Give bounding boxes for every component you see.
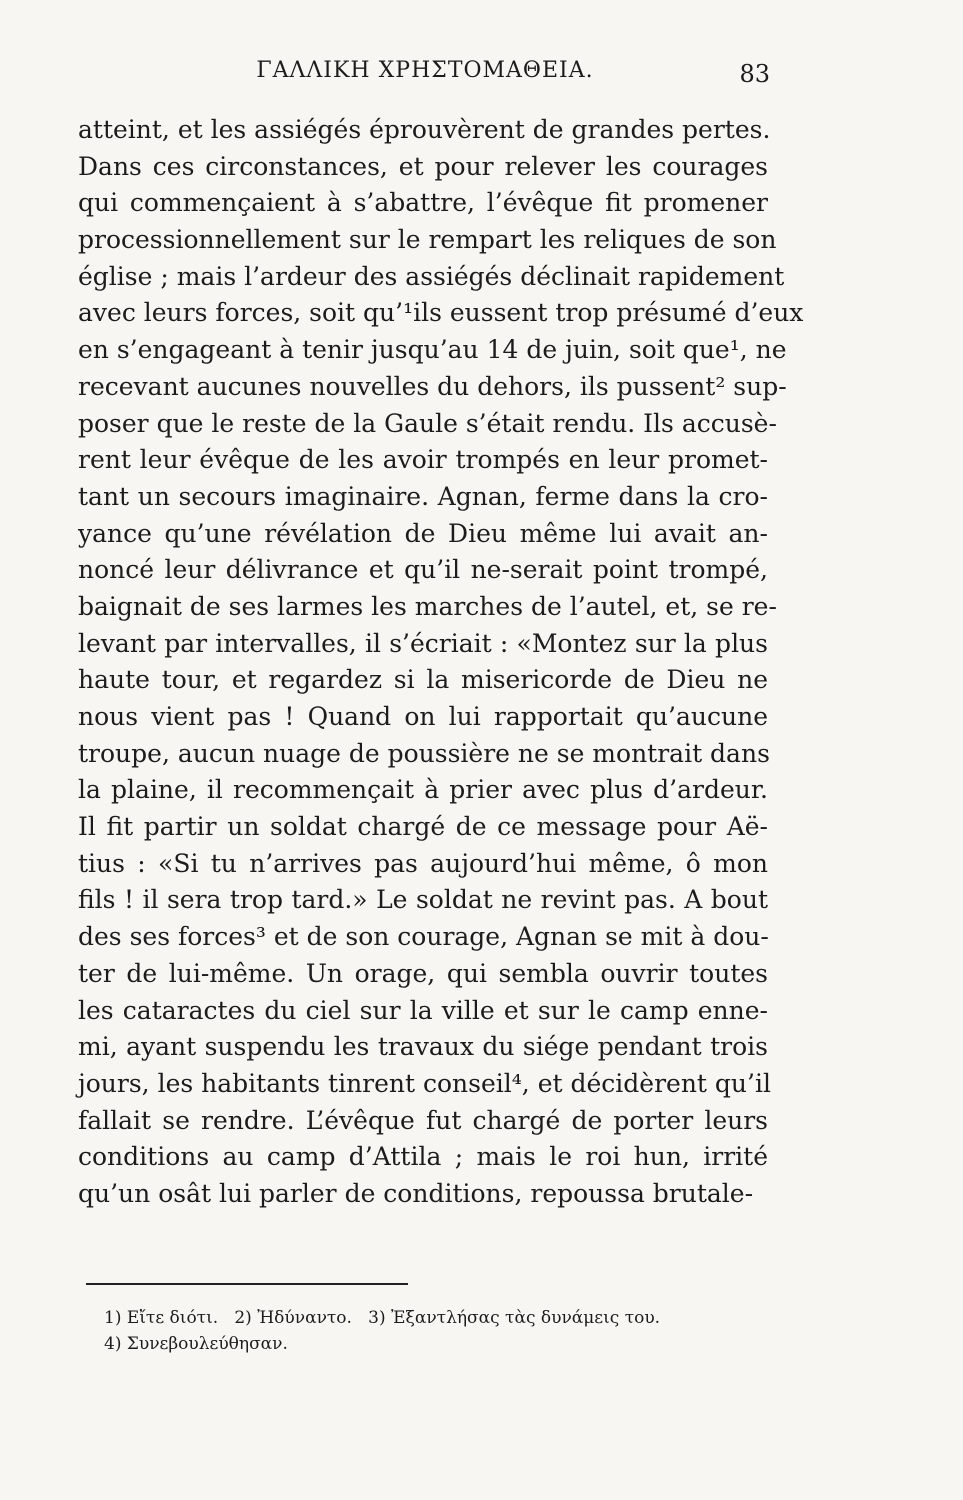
footnote-line: 1) Εἴτε διότι. 2) Ἠδύναντο. 3) Ἐξαντλήσας τὰς δυνάμεις του.: [104, 1308, 661, 1328]
footnote-line: 4) Συνεβουλεύθησαν.: [104, 1334, 288, 1354]
text-line: avec leurs forces, soit qu’¹ils eussent trop présumé d’eux: [78, 298, 804, 328]
text-line: qui commençaient à s’abattre, l’évêque fit promener: [78, 188, 768, 218]
text-line: noncé leur délivrance et qu’il ne-serait point trompé,: [78, 555, 768, 585]
text-line: les cataractes du ciel sur la ville et sur le camp enne-: [78, 995, 768, 1025]
text-line: qu’un osât lui parler de conditions, repoussa brutale-: [78, 1178, 754, 1208]
text-line: processionnellement sur le rempart les reliques de son: [78, 225, 777, 255]
page-number: 83: [739, 60, 770, 88]
text-line: mi, ayant suspendu les travaux du siége pendant trois: [78, 1032, 768, 1062]
text-line: nous vient pas ! Quand on lui rapportait qu’aucune: [78, 702, 768, 731]
text-line: jours, les habitants tinrent conseil⁴, et décidèrent qu’il: [78, 1068, 771, 1098]
text-line: rent leur évêque de les avoir trompés en leur promet-: [78, 445, 768, 475]
text-line: église ; mais l’ardeur des assiégés déclinait rapidement: [78, 261, 785, 291]
running-title: ΓΑΛΛΙΚΗ ΧΡΗΣΤΟΜΑΘΕΙΑ.: [256, 58, 594, 83]
text-line: levant par intervalles, il s’écriait : «Montez sur la plus: [78, 628, 768, 658]
text-line: conditions au camp d’Attila ; mais le roi hun, irrité: [78, 1142, 768, 1172]
text-line: ter de lui-même. Un orage, qui sembla ouvrir toutes: [78, 958, 768, 988]
footnotes: [104, 1305, 744, 1357]
text-line: yance qu’une révélation de Dieu même lui avait an-: [78, 518, 768, 548]
text-line: baignait de ses larmes les marches de l’autel, et, se re-: [78, 591, 777, 621]
body-text: [78, 112, 804, 1213]
text-line: Il fit partir un soldat chargé de ce message pour Aë-: [78, 812, 768, 842]
text-line: atteint, et les assiégés éprouvèrent de grandes pertes.: [78, 115, 771, 144]
text-line: tius : «Si tu n’arrives pas aujourd’hui même, ô mon: [78, 848, 768, 878]
text-line: tant un secours imaginaire. Agnan, ferme dans la cro-: [78, 481, 768, 511]
text-line: la plaine, il recommençait à prier avec plus d’ardeur.: [78, 775, 768, 805]
text-line: haute tour, et regardez si la misericorde de Dieu ne: [78, 665, 768, 695]
text-line: fallait se rendre. L’évêque fut chargé de porter leurs: [78, 1105, 768, 1135]
text-line: Dans ces circonstances, et pour relever les courages: [78, 151, 768, 181]
text-line: poser que le reste de la Gaule s’était rendu. Ils accusè-: [78, 408, 777, 438]
text-line: recevant aucunes nouvelles du dehors, ils pussent² sup-: [78, 371, 787, 401]
text-line: en s’engageant à tenir jusqu’au 14 de juin, soit que¹, ne: [78, 335, 787, 365]
text-line: fils ! il sera trop tard.» Le soldat ne revint pas. A bout: [78, 885, 768, 915]
footnote-rule: [86, 1283, 408, 1285]
text-line: troupe, aucun nuage de poussière ne se montrait dans: [78, 738, 770, 768]
text-line: des ses forces³ et de son courage, Agnan se mit à dou-: [78, 922, 769, 952]
